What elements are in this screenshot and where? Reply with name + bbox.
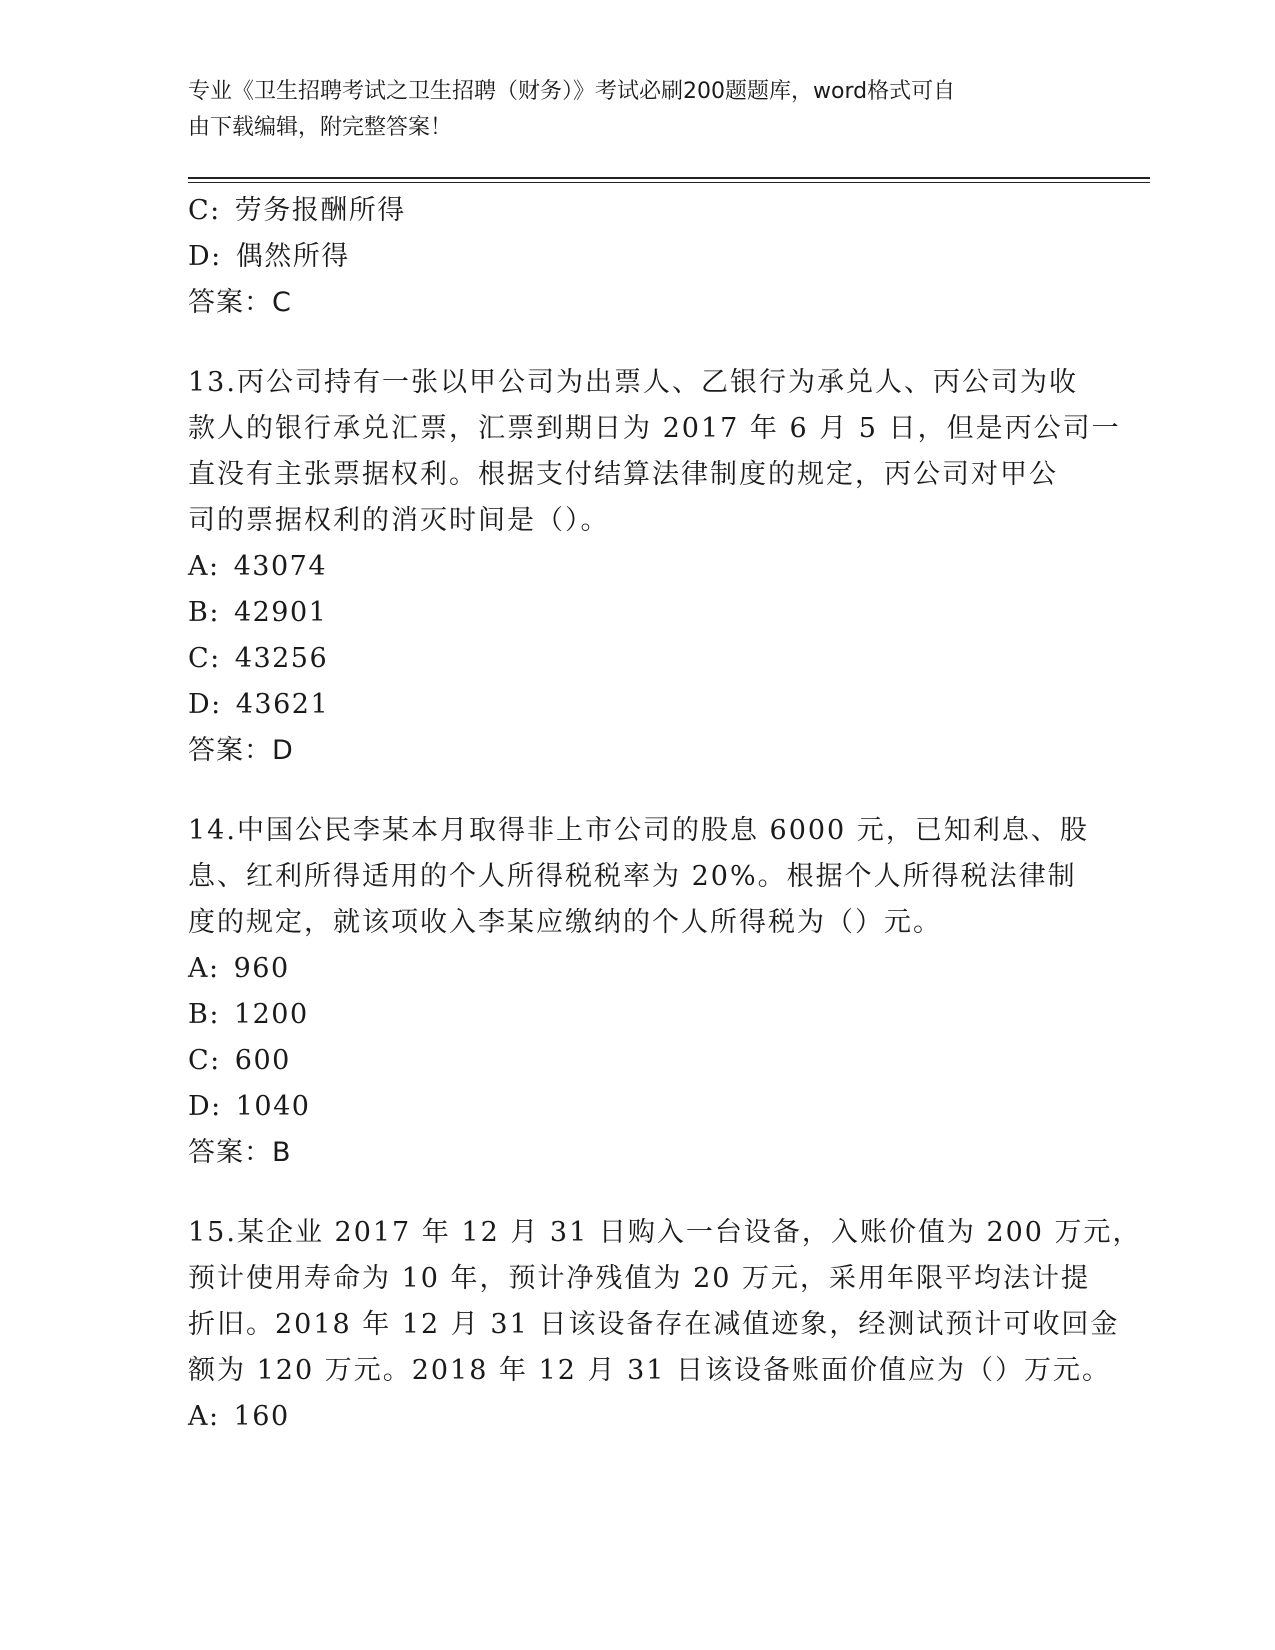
option-a: A: 43074 [188,551,328,582]
question-line: 司的票据权利的消灭时间是（）。 [188,505,610,536]
option-b: B: 42901 [188,597,328,628]
question-15 [188,1210,1142,1440]
answer: 答案：B [188,1137,292,1168]
partial-question [188,188,1078,326]
question-13 [188,360,1121,774]
question-line: 额为 120 万元。2018 年 12 月 31 日该设备账面价值应为（）万元。 [188,1355,1112,1386]
document-header [188,74,1068,146]
question-line: 15.某企业 2017 年 12 月 31 日购入一台设备，入账价值为 200 万元， [188,1217,1142,1248]
header-line-1: 专业《卫生招聘考试之卫生招聘（财务）》考试必刷200题题库，word格式可自 [188,79,956,104]
question-line: 度的规定，就该项收入李某应缴纳的个人所得税为（）元。 [188,907,942,938]
option-c: C: 43256 [188,643,329,674]
option-b: B: 1200 [188,999,309,1030]
question-line: 预计使用寿命为 10 年，预计净残值为 20 万元，采用年限平均法计提 [188,1263,1091,1294]
question-line: 款人的银行承兑汇票，汇票到期日为 2017 年 6 月 5 日，但是丙公司一 [188,413,1121,444]
answer: 答案：D [188,735,294,766]
option-c: C: 劳务报酬所得 [188,195,406,226]
answer: 答案：C [188,287,292,318]
option-a: A: 960 [188,953,290,984]
question-line: 直没有主张票据权利。根据支付结算法律制度的规定，丙公司对甲公 [188,459,1058,490]
option-d: D: 43621 [188,689,330,720]
option-a: A: 160 [188,1401,290,1432]
option-d: D: 1040 [188,1091,311,1122]
option-d: D: 偶然所得 [188,241,350,272]
document-body [188,188,1142,1440]
header-rule-thick [188,177,1150,179]
option-c: C: 600 [188,1045,291,1076]
question-line: 折旧。2018 年 12 月 31 日该设备存在减值迹象，经测试预计可收回金 [188,1309,1120,1340]
header-line-2: 由下载编辑，附完整答案！ [188,115,453,140]
question-line: 13.丙公司持有一张以甲公司为出票人、乙银行为承兑人、丙公司为收 [188,367,1078,398]
question-14 [188,808,1089,1176]
question-line: 14.中国公民李某本月取得非上市公司的股息 6000 元，已知利息、股 [188,815,1089,846]
question-line: 息、红利所得适用的个人所得税税率为 20%。根据个人所得税法律制 [188,861,1077,892]
header-rule-thin [188,182,1150,183]
